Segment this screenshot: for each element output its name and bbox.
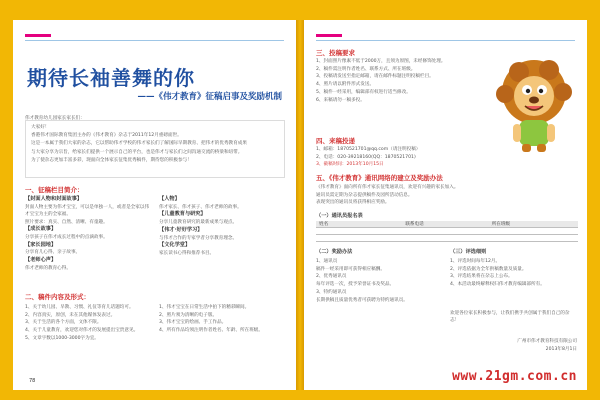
table-header-row — [316, 221, 578, 228]
list-item: 1、邮箱：1870521701@qq.com（请注明投稿） — [316, 147, 421, 152]
column-heading: 【家长园地】 — [25, 241, 57, 248]
right-page — [304, 20, 587, 390]
watermark-url: www.21gm.com.cn — [452, 369, 577, 384]
table-row — [316, 228, 578, 235]
column-text: 与伟才合作的专家学者分享教育理念。 — [159, 235, 238, 241]
intro-line: 伟才教育幼儿园家长家长们： — [25, 116, 85, 121]
column-text: 2、照片须为清晰的电子版。 — [159, 312, 218, 318]
decor-accent-bar — [316, 34, 342, 37]
section-1-title: 一、征稿栏目简介： — [25, 186, 84, 194]
signature-date: 2013年8月1日 — [545, 347, 577, 352]
column-text: 5、文章字数以1000-3000字为宜。 — [25, 335, 99, 341]
section-2-left-column — [25, 304, 153, 343]
paragraph: 通讯员需定期为杂志提供稿件及园所活动信息。 — [316, 192, 413, 198]
column-heading: 【人物】 — [159, 196, 180, 202]
column-text: 分享育儿心得、亲子故事。 — [25, 250, 81, 256]
list-item: 5、稿件一经采用，编辑部有权进行适当修改。 — [316, 89, 411, 95]
intro-box — [25, 120, 285, 178]
column-heading: 【成长故事】 — [25, 226, 57, 233]
table-row — [316, 235, 578, 242]
column-text: 伟才家长、伟才孩子、伟才老师的故事。 — [159, 204, 242, 210]
rules-right-column — [450, 258, 578, 289]
column-heading: 【文化学堂】 — [159, 242, 191, 249]
column-text: 伟才老师的教育心得。 — [25, 265, 71, 271]
list-item: 1、通讯员 — [316, 259, 338, 264]
intro-paragraph: 香港伟才国际教育集团主办的《伟才教育》杂志于2011年12月重磅面世。 — [31, 133, 182, 139]
column-text: 4、所有作品均须注明作者姓名、年龄、所在班级。 — [159, 328, 263, 334]
list-item: 每年评选一次，授予荣誉证书及奖品。 — [316, 282, 395, 288]
decor-line — [25, 40, 284, 41]
decor-accent-bar — [25, 34, 51, 37]
table-header-cell: 联系电话 — [405, 222, 424, 227]
section-1-left-column — [25, 196, 153, 273]
rules-subtitle: （三）评选细则 — [450, 249, 487, 255]
signature-org: 广州市伟才教育科技有限公司 — [517, 339, 577, 344]
column-text: 1、伟才宝宝在日常生活中拍下的精彩瞬间。 — [159, 305, 250, 310]
intro-paragraph: 与大家分享为宗旨，给家长们提供一个展示自己的平台，也是伟才与家长们之间沟通交流的桥梁和纽带。 — [31, 149, 243, 155]
paragraph: 《伟才教育》面向所有伟才家长征集通讯员，欢迎有兴趣的家长加入。 — [316, 185, 459, 190]
intro-paragraph: 大家好！ — [31, 125, 50, 130]
intro-paragraph: 为了使杂志更加丰富多彩，现面向全体家长征集优秀稿件，期待您的积极参与！ — [31, 157, 192, 163]
list-item: 2、评选依据为全年供稿数量及质量。 — [450, 266, 527, 272]
section-4-list — [316, 146, 496, 169]
column-text: 4、关于儿童教育，欢迎您对伟才的发展提出宝贵意见。 — [25, 328, 139, 334]
column-heading: 【封面人物和封面故事】 — [25, 196, 83, 202]
column-heading: 【老师心声】 — [25, 257, 57, 264]
column-text: 分享孩子在伟才成长过程中的点滴故事。 — [25, 235, 108, 241]
page-title: 期待长袖善舞的你 — [27, 66, 195, 90]
page-subtitle: ——《伟才教育》征稿启事及奖励机制 — [137, 92, 282, 102]
book-spine — [296, 20, 304, 390]
section-5-intro — [316, 184, 578, 207]
section-3-list — [316, 58, 496, 104]
decor-line — [316, 40, 575, 41]
column-text: 封面人物主要为伟才宝宝，可以是单独一人，或者是全家以伟才宝宝为主的全家福。 — [25, 204, 150, 217]
section-1-right-column — [159, 196, 285, 258]
list-item: 稿件一经采用即可获得相应稿酬。 — [316, 266, 385, 272]
list-item: 1、封面照片像素不低于2000万，且须为原图，未经修饰处理。 — [316, 59, 446, 64]
column-heading: 【伟才·好好学习】 — [159, 226, 203, 233]
list-item: 4、本活动最终解释权归伟才教育编辑部所有。 — [450, 282, 545, 288]
column-text: 3、伟才宝宝的绘画、手工作品。 — [159, 320, 227, 326]
form-title: （一）通讯员报名表 — [316, 213, 363, 219]
list-item: 3、评选结果将在杂志上公布。 — [450, 274, 513, 280]
column-text: 2、内容真实，原创，未在其他媒体发表过。 — [25, 312, 116, 318]
registration-form-table — [316, 221, 578, 242]
section-4-title: 四、来稿投递 — [316, 137, 355, 145]
list-item: 2、优秀通讯员 — [316, 274, 347, 280]
rewards-left-column — [316, 258, 444, 304]
table-header-cell: 所在班级 — [491, 222, 511, 227]
lion-mascot-icon — [489, 54, 579, 154]
column-text: 3、关于生活的各个方面，文体不限。 — [25, 320, 102, 326]
list-item: 6、来稿请勿一稿多投。 — [316, 97, 365, 103]
closing-text: 欢迎各位家长积极参与，让我们携手共创属于我们自己的杂志！ — [450, 311, 570, 324]
section-3-title: 三、投稿要求 — [316, 49, 355, 57]
list-item: 3、特约通讯员 — [316, 289, 347, 295]
section-5-title: 五、《伟才教育》通讯网络的建立及奖励办法 — [316, 174, 443, 182]
section-2-title: 二、稿件内容及形式： — [25, 293, 90, 301]
list-item: 长期供稿且质量优秀者可获聘为特约通讯员。 — [316, 297, 408, 303]
column-text: 家长读书心得和推荐书目。 — [159, 250, 215, 256]
rewards-subtitle: （二）奖励办法 — [316, 249, 353, 255]
column-heading: 【儿童教育与研究】 — [159, 211, 206, 218]
table-header-cell: 姓名 — [319, 222, 329, 227]
intro-paragraph: 这是一本属于我们大家的杂志，它以帮助伟才学校的伟才家长们了解国际早期教育、把伟才的优秀教育成果 — [31, 141, 247, 147]
list-item: 4、照片请以附件形式发送。 — [316, 82, 375, 88]
list-item: 2、稿件需注明作者姓名、联系方式、所在班级。 — [316, 66, 416, 72]
page-number: 78 — [29, 378, 36, 384]
list-item: 2、电话：020-39218160(QQ：1870521701) — [316, 154, 416, 160]
list-item: 3、截稿时间：2013年10月15日 — [316, 162, 384, 168]
left-page — [13, 20, 296, 390]
list-item: 3、投稿请发送至指定邮箱，请在邮件标题注明投稿栏目。 — [316, 74, 434, 80]
column-text: 分享儿童教育研究的最新成果与观点。 — [159, 220, 238, 226]
section-2-right-column — [159, 304, 285, 335]
list-item: 1、评选时间每年12月。 — [450, 259, 501, 264]
column-text: 照片要求：真实、自然、清晰、有童趣。 — [25, 219, 108, 225]
paragraph: 表现突出的通讯员将获得相应奖励。 — [316, 200, 390, 206]
column-text: 1、关于幼儿园、早教、习惯、礼仪等育儿话题均可。 — [25, 305, 134, 310]
